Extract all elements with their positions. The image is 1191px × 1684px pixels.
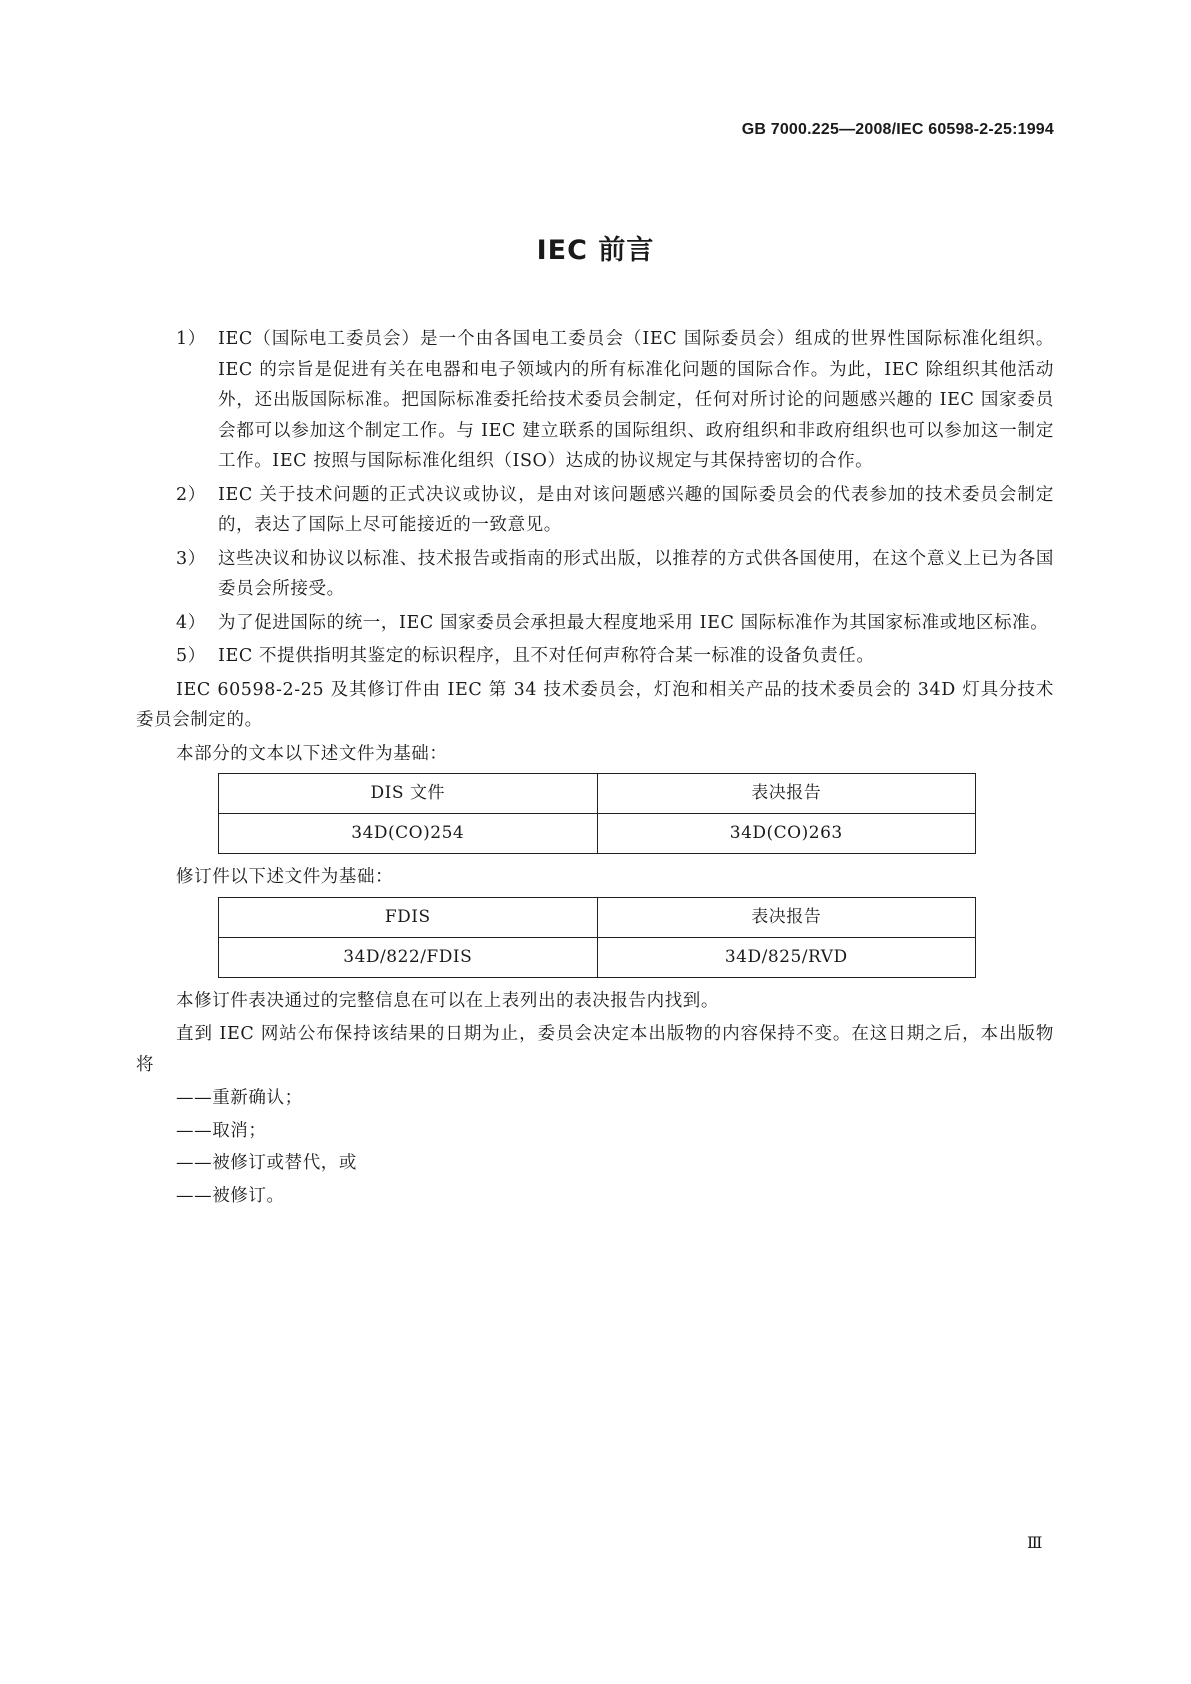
table2-intro: 修订件以下述文件为基础： (176, 867, 394, 887)
stability-paragraph: 直到 IEC 网站公布保持该结果的日期为止，委员会决定本出版物的内容保持不变。在这日期之后，本出版物将 (136, 1024, 1054, 1075)
table-header-cell: FDIS (219, 897, 598, 937)
table-header-cell: 表决报告 (597, 897, 976, 937)
list-item (136, 544, 1054, 605)
list-item (136, 641, 1054, 672)
document-body (136, 324, 1054, 1213)
prepared-by-paragraph: IEC 60598-2-25 及其修订件由 IEC 第 34 技术委员会，灯泡和相关产品的技术委员会的 34D 灯具分技术委员会制定的。 (136, 679, 1054, 730)
table-cell: 34D/825/RVD (597, 937, 976, 977)
table-cell: 34D(CO)263 (597, 814, 976, 854)
item-number: 5） (176, 646, 206, 666)
item-text: IEC（国际电工委员会）是一个由各国电工委员会（IEC 国际委员会）组成的世界性国际标准化组织。IEC 的宗旨是促进有关在电器和电子领域内的所有标准化问题的国际合作。为此，IEC 除组织其他活动外，还出版国际标准。把国际标准委托给技术委员会制定，任何对所讨论的问题感兴趣的 IEC 国家委员会都可以参加这个制定工作。与 IEC 建立联系的国际组织、政府组织和非政府组织也可以参加这一制定工作。IEC 按照与国际标准化组织（ISO）达成的协议规定与其保持密切的合作。 (218, 329, 1054, 471)
table-header-cell: 表决报告 (597, 774, 976, 814)
table-header-row (219, 774, 976, 814)
item-number: 3） (176, 548, 206, 569)
document-basis-table (218, 773, 976, 854)
item-text: 为了促进国际的统一，IEC 国家委员会承担最大程度地采用 IEC 国际标准作为其国家标准或地区标准。 (218, 612, 1049, 633)
item-text: 这些决议和协议以标准、技术报告或指南的形式出版，以推荐的方式供各国使用，在这个意义上已为各国委员会所接受。 (218, 548, 1054, 599)
dash-list-item: ——被修订或替代，或 (176, 1153, 357, 1173)
dash-list-item: ——重新确认； (176, 1088, 303, 1108)
item-number: 1） (176, 329, 206, 349)
table-header-row (219, 897, 976, 937)
table-header-cell: DIS 文件 (219, 774, 598, 814)
list-item (136, 324, 1054, 477)
table-row (219, 814, 976, 854)
dash-list-item: ——取消； (176, 1120, 267, 1141)
table-cell: 34D/822/FDIS (219, 937, 598, 977)
dash-list-item: ——被修订。 (176, 1185, 285, 1206)
page-title: IEC 前言 (536, 235, 655, 266)
list-item (136, 608, 1054, 639)
amendment-basis-table (218, 897, 976, 978)
item-number: 2） (176, 484, 206, 505)
list-item (136, 480, 1054, 541)
page-number: Ⅲ (1027, 1533, 1043, 1552)
table-row (219, 937, 976, 977)
table1-intro: 本部分的文本以下述文件为基础： (176, 743, 448, 764)
table-cell: 34D(CO)254 (219, 814, 598, 854)
item-number: 4） (176, 612, 206, 633)
item-text: IEC 关于技术问题的正式决议或协议，是由对该问题感兴趣的国际委员会的代表参加的技术委员会制定的，表达了国际上尽可能接近的一致意见。 (218, 484, 1054, 535)
item-text: IEC 不提供指明其鉴定的标识程序，且不对任何声称符合某一标准的设备负责任。 (218, 646, 875, 666)
voting-info-paragraph: 本修订件表决通过的完整信息在可以在上表列出的表决报告内找到。 (176, 990, 719, 1011)
standard-number-header: GB 7000.225—2008/IEC 60598-2-25:1994 (741, 121, 1054, 138)
